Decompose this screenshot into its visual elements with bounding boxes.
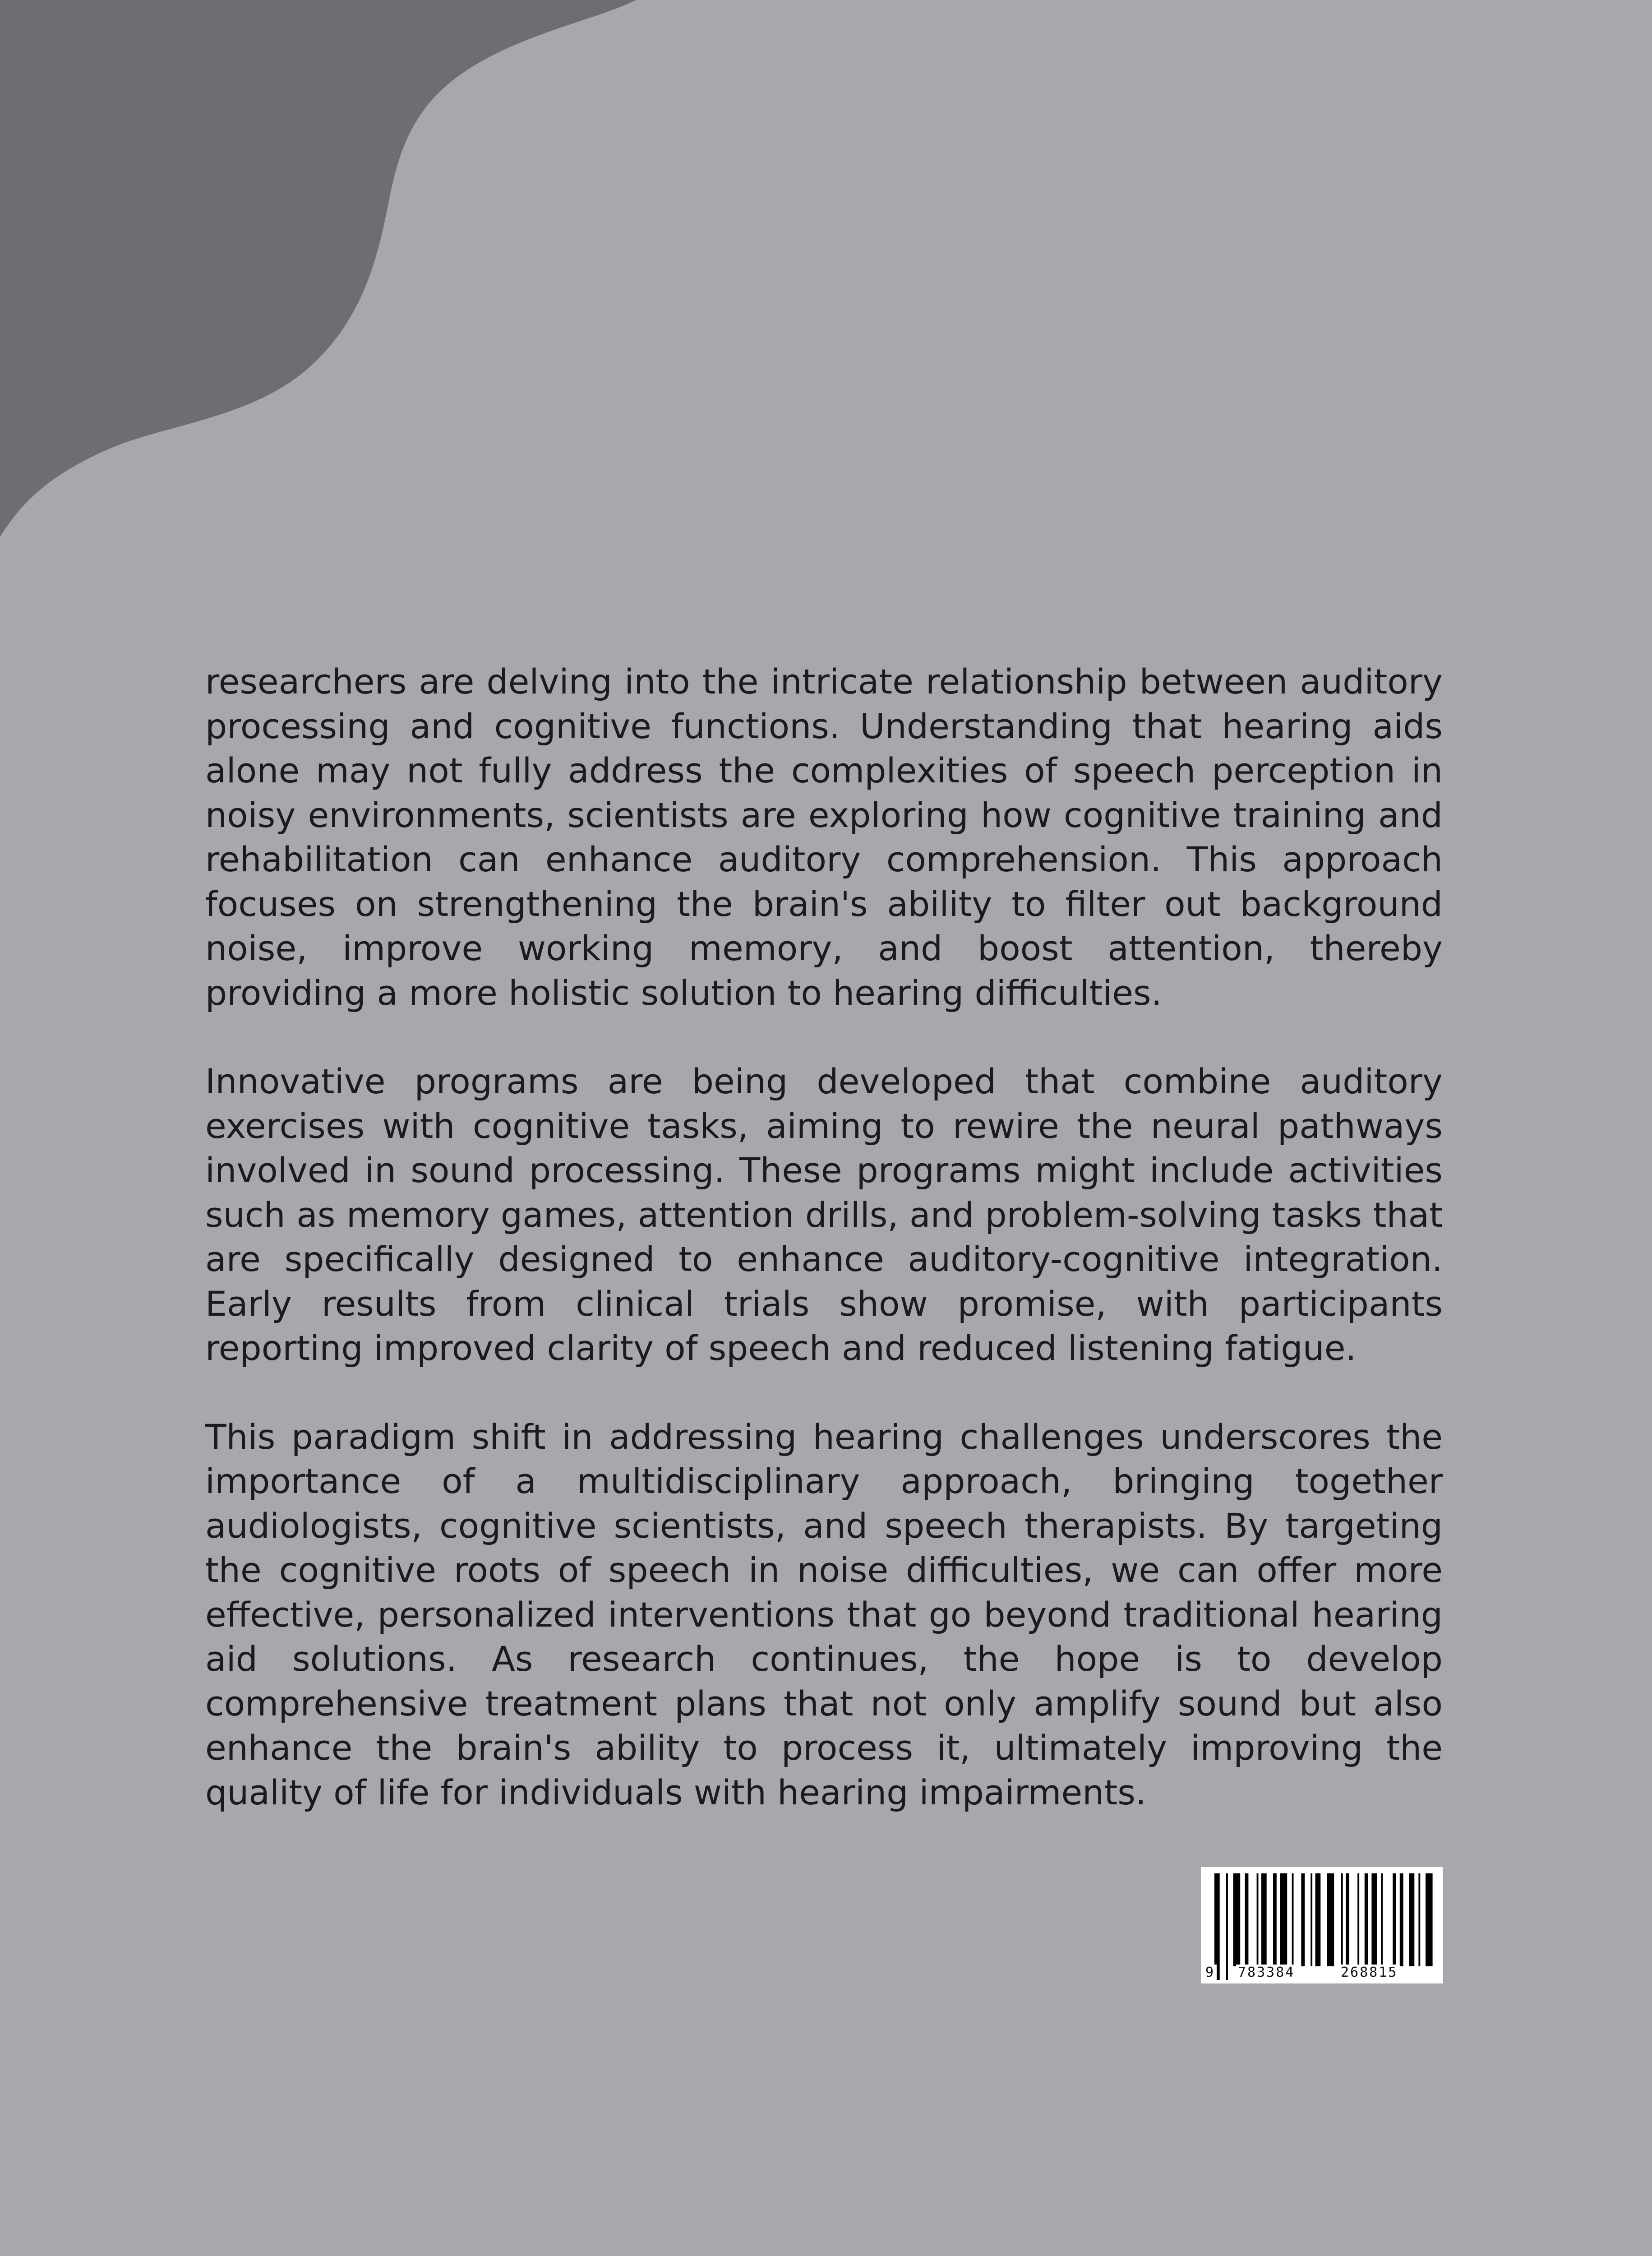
barcode-bar bbox=[1214, 1873, 1220, 1980]
barcode-bar bbox=[1311, 1873, 1312, 1966]
isbn-barcode bbox=[1201, 1867, 1443, 1983]
barcode-bar bbox=[1381, 1873, 1383, 1966]
barcode-bar bbox=[1292, 1873, 1294, 1966]
barcode-bar bbox=[1346, 1873, 1349, 1966]
barcode-bar bbox=[1301, 1873, 1305, 1966]
barcode-bar bbox=[1418, 1873, 1420, 1966]
barcode-digits-left: 783384 bbox=[1236, 1965, 1297, 1981]
barcode-bar bbox=[1280, 1873, 1287, 1966]
barcode-bar bbox=[1257, 1873, 1259, 1966]
barcode-bar bbox=[1327, 1873, 1334, 1966]
barcode-bar bbox=[1273, 1873, 1277, 1966]
barcode-bar bbox=[1245, 1873, 1249, 1966]
barcode-digits-right: 268815 bbox=[1339, 1965, 1399, 1981]
barcode-bar bbox=[1315, 1873, 1321, 1966]
barcode-bar bbox=[1371, 1873, 1377, 1966]
barcode-bar bbox=[1426, 1873, 1433, 1966]
back-cover-body-text bbox=[205, 660, 1443, 1859]
barcode-bar bbox=[1365, 1873, 1368, 1980]
barcode-bar bbox=[1341, 1873, 1343, 1966]
paragraph-1: researchers are delving into the intricate relationship between auditory processing and cognitive functions. Understanding that hearing aids alone may not fully address the complexities of speech perception in noisy environments, scientists are exploring how cognitive training and rehabilitation can enhance auditory comprehension. This approach focuses on strengthening the brain's ability to filter out background noise, improve working memory, and boost attention, thereby providing a more holistic solution to hearing difficulties. bbox=[205, 661, 1443, 1013]
barcode-bar bbox=[1393, 1873, 1396, 1966]
paragraph-3: This paradigm shift in addressing hearing challenges underscores the importance of a multidisciplinary approach, bringing together audiologists, cognitive scientists, and speech therapists. By targeting the cognitive roots of speech in noise difficulties, we can offer more effective, personalized interventions that go beyond traditional hearing aid solutions. As research continues, the hope is to develop comprehensive treatment plans that not only amplify sound but also enhance the brain's ability to process it, ultimately improving the quality of life for individuals with hearing impairments. bbox=[205, 1416, 1443, 1812]
paragraph-2: Innovative programs are being developed that combine auditory exercises with cognitive tasks, aiming to rewire the neural pathways involved in sound processing. These programs might include activities such as memory games, attention drills, and problem-solving tasks that are specifically designed to enhance auditory-cognitive integration. Early results from clinical trials show promise, with participants reporting improved clarity of speech and reduced listening fatigue. bbox=[205, 1061, 1443, 1368]
barcode-bar bbox=[1233, 1873, 1241, 1966]
barcode-bar bbox=[1226, 1873, 1228, 1980]
decorative-corner-shape bbox=[0, 0, 677, 587]
barcode-bar bbox=[1409, 1873, 1415, 1966]
barcode-bar bbox=[1357, 1873, 1359, 1966]
barcode-digit-first: 9 bbox=[1204, 1965, 1217, 1981]
barcode-bar bbox=[1400, 1873, 1403, 1966]
barcode-bar bbox=[1261, 1873, 1267, 1966]
